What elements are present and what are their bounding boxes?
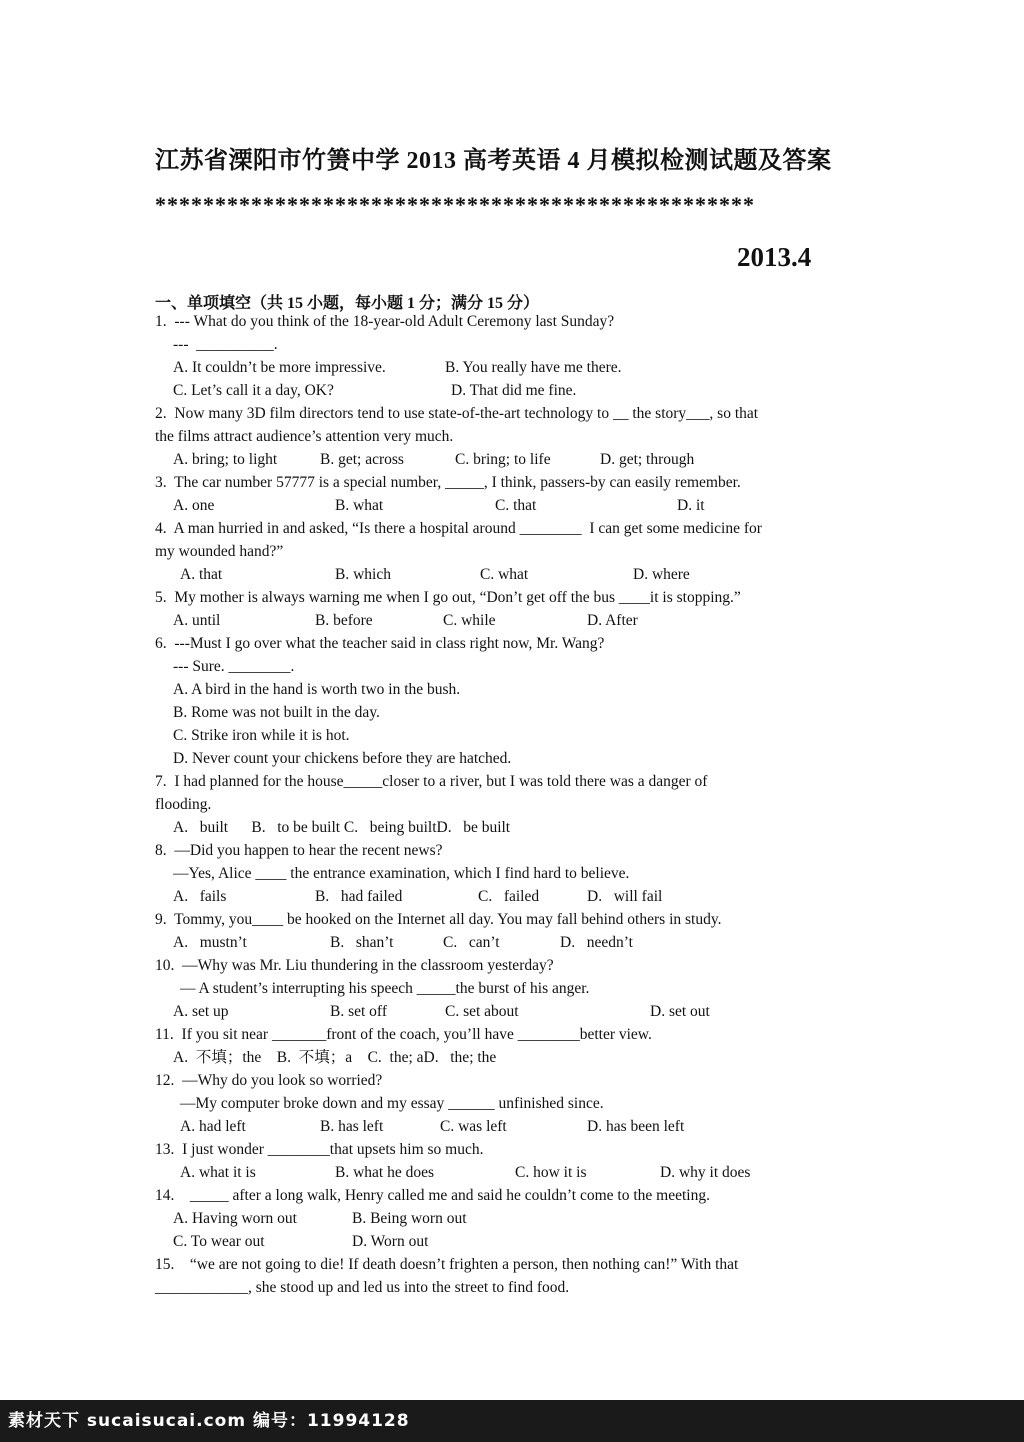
option-row xyxy=(155,563,875,586)
question-text: 13. I just wonder ________that upsets him so much. xyxy=(155,1141,484,1158)
question-text: 8. —Did you happen to hear the recent news? xyxy=(155,842,443,859)
question-list xyxy=(155,310,875,1299)
question-text: 6. ---Must I go over what the teacher said in class right now, Mr. Wang? xyxy=(155,635,605,652)
question-text: 9. Tommy, you____ be hooked on the Internet all day. You may fall behind others in study. xyxy=(155,911,722,928)
option: C. can’t xyxy=(443,934,500,951)
section-title: 一、单项填空（共 15 小题，每小题 1 分；满分 15 分） xyxy=(155,295,540,312)
question-6 xyxy=(155,632,875,770)
option: D. it xyxy=(677,497,705,514)
question-text: 11. If you sit near _______front of the coach, you’ll have ________better view. xyxy=(155,1026,652,1043)
option: C. how it is xyxy=(515,1164,587,1181)
question-7 xyxy=(155,770,875,839)
question-text: ____________, she stood up and led us into the street to find food. xyxy=(155,1279,570,1296)
question-13 xyxy=(155,1138,875,1184)
question-text: --- Sure. ________. xyxy=(173,658,295,675)
option: C. was left xyxy=(440,1118,507,1135)
option: A. had left xyxy=(180,1118,246,1135)
option-row xyxy=(155,1207,875,1230)
page-title: 江苏省溧阳市竹箦中学 2013 高考英语 4 月模拟检测试题及答案 xyxy=(155,148,832,174)
question-8 xyxy=(155,839,875,908)
question-text: 2. Now many 3D film directors tend to use state-of-the-art technology to __ the story___, so that xyxy=(155,405,759,422)
option: B. has left xyxy=(320,1118,384,1135)
option: B. what he does xyxy=(335,1164,435,1181)
question-12 xyxy=(155,1069,875,1138)
option: B. which xyxy=(335,566,391,583)
option: A. until xyxy=(173,612,221,629)
question-text: my wounded hand?” xyxy=(155,543,284,560)
option-row xyxy=(155,379,875,402)
question-15 xyxy=(155,1253,875,1299)
option: B. what xyxy=(335,497,384,514)
option-row xyxy=(155,931,875,954)
question-1 xyxy=(155,310,875,402)
option: C. set about xyxy=(445,1003,519,1020)
exam-date: 2013.4 xyxy=(737,242,812,272)
option: A. one xyxy=(173,497,215,514)
question-10 xyxy=(155,954,875,1023)
question-text: 7. I had planned for the house_____closer to a river, but I was told there was a danger of xyxy=(155,773,708,790)
option: A. mustn’t xyxy=(173,934,247,951)
question-text: --- __________. xyxy=(173,336,278,353)
question-text: 12. —Why do you look so worried? xyxy=(155,1072,383,1089)
option: A. fails xyxy=(173,888,227,905)
option-row xyxy=(155,356,875,379)
option: B. shan’t xyxy=(330,934,394,951)
watermark-bar: 素材天下 sucaisucai.com 编号：11994128 xyxy=(0,1400,1024,1442)
option: B. had failed xyxy=(315,888,403,905)
option: B. Being worn out xyxy=(352,1210,467,1227)
option: C. To wear out xyxy=(173,1233,265,1250)
option: C. that xyxy=(495,497,537,514)
question-text: flooding. xyxy=(155,796,212,813)
option: A. set up xyxy=(173,1003,229,1020)
option: C. while xyxy=(443,612,496,629)
option: A. 不填；the B. 不填；a C. the; aD. the; the xyxy=(173,1049,497,1066)
question-9 xyxy=(155,908,875,954)
question-text: —Yes, Alice ____ the entrance examination, which I find hard to believe. xyxy=(173,865,630,882)
option: B. set off xyxy=(330,1003,387,1020)
option-row xyxy=(155,1000,875,1023)
option-row xyxy=(155,1161,875,1184)
option-row xyxy=(155,885,875,908)
option: D. Never count your chickens before they are hatched. xyxy=(173,750,512,767)
option: D. will fail xyxy=(587,888,663,905)
question-text: 5. My mother is always warning me when I go out, “Don’t get off the bus ____it is stopping.” xyxy=(155,589,741,606)
option: C. Let’s call it a day, OK? xyxy=(173,382,334,399)
question-text: 15. “we are not going to die! If death doesn’t frighten a person, then nothing can!” With that xyxy=(155,1256,739,1273)
question-text: —My computer broke down and my essay ______ unfinished since. xyxy=(180,1095,604,1112)
option: D. Worn out xyxy=(352,1233,429,1250)
option: D. has been left xyxy=(587,1118,685,1135)
option: D. needn’t xyxy=(560,934,633,951)
option: C. bring; to life xyxy=(455,451,551,468)
option-row xyxy=(155,1115,875,1138)
option: A. built B. to be built C. being builtD. be built xyxy=(173,819,511,836)
option: D. After xyxy=(587,612,638,629)
option: B. before xyxy=(315,612,373,629)
question-2 xyxy=(155,402,875,471)
option: A. It couldn’t be more impressive. xyxy=(173,359,386,376)
option: C. failed xyxy=(478,888,540,905)
option: B. You really have me there. xyxy=(445,359,622,376)
option: C. what xyxy=(480,566,529,583)
question-11 xyxy=(155,1023,875,1069)
star-divider: ************************************************** xyxy=(155,192,755,217)
option: D. That did me fine. xyxy=(451,382,577,399)
option: D. where xyxy=(633,566,690,583)
option-row xyxy=(155,1230,875,1253)
option: A. A bird in the hand is worth two in the bush. xyxy=(173,681,461,698)
option-row xyxy=(155,448,875,471)
question-text: 10. —Why was Mr. Liu thundering in the classroom yesterday? xyxy=(155,957,554,974)
question-text: 4. A man hurried in and asked, “Is there a hospital around ________ I can get some medicine for xyxy=(155,520,762,537)
option: A. that xyxy=(180,566,223,583)
option: D. why it does xyxy=(660,1164,751,1181)
option: D. set out xyxy=(650,1003,710,1020)
option: A. bring; to light xyxy=(173,451,278,468)
question-text: 1. --- What do you think of the 18-year-old Adult Ceremony last Sunday? xyxy=(155,313,615,330)
option: B. get; across xyxy=(320,451,404,468)
option: A. Having worn out xyxy=(173,1210,297,1227)
option: C. Strike iron while it is hot. xyxy=(173,727,350,744)
question-3 xyxy=(155,471,875,517)
option: A. what it is xyxy=(180,1164,256,1181)
question-5 xyxy=(155,586,875,632)
option-row xyxy=(155,609,875,632)
question-text: 14. _____ after a long walk, Henry called me and said he couldn’t come to the meeting. xyxy=(155,1187,710,1204)
option: D. get; through xyxy=(600,451,695,468)
question-text: — A student’s interrupting his speech _____the burst of his anger. xyxy=(180,980,590,997)
option-row xyxy=(155,494,875,517)
question-14 xyxy=(155,1184,875,1253)
question-text: 3. The car number 57777 is a special number, _____, I think, passers-by can easily remember. xyxy=(155,474,741,491)
question-text: the films attract audience’s attention very much. xyxy=(155,428,454,445)
option: B. Rome was not built in the day. xyxy=(173,704,380,721)
question-4 xyxy=(155,517,875,586)
